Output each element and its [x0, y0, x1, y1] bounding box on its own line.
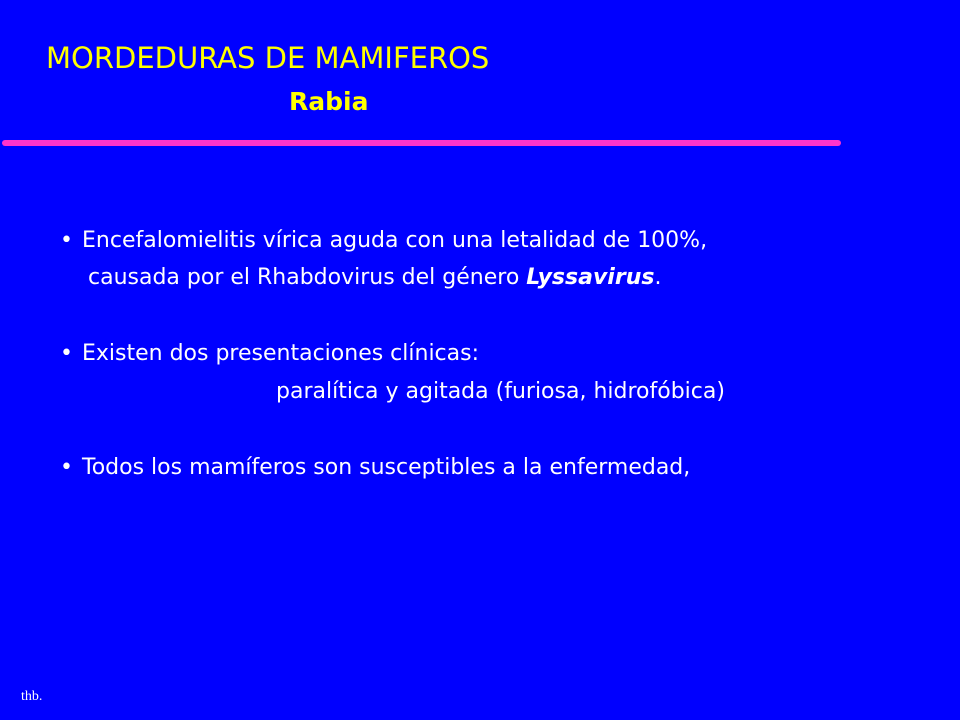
- bullet-2-continuation: paralítica y agitada (furiosa, hidrofóbica): [276, 379, 725, 404]
- slide-title: MORDEDURAS DE MAMIFEROS: [46, 41, 490, 75]
- bullet-1-genus: Lyssavirus: [526, 265, 655, 290]
- bullet-1-continuation: causada por el Rhabdovirus del género: [88, 265, 527, 290]
- bullet-1-line-1: [60, 227, 707, 255]
- bullet-2-line-1: [60, 340, 479, 368]
- bullet-3-glyph: •: [60, 455, 73, 480]
- footer-initials: thb.: [21, 689, 43, 704]
- bullet-1-glyph: •: [60, 228, 73, 253]
- bullet-3-text: Todos los mamíferos son susceptibles a la enfermedad,: [82, 455, 691, 480]
- bullet-2-glyph: •: [60, 341, 73, 366]
- bullet-2-text: Existen dos presentaciones clínicas:: [82, 341, 480, 366]
- bullet-1-period: .: [654, 265, 662, 290]
- bullet-3-line-1: [60, 454, 690, 482]
- bullet-1-line-2: [88, 264, 661, 292]
- slide-subtitle: Rabia: [289, 87, 369, 116]
- bullet-2-line-2: [276, 378, 725, 406]
- title-divider: [2, 140, 841, 146]
- bullet-1-text: Encefalomielitis vírica aguda con una letalidad de 100%,: [82, 228, 708, 253]
